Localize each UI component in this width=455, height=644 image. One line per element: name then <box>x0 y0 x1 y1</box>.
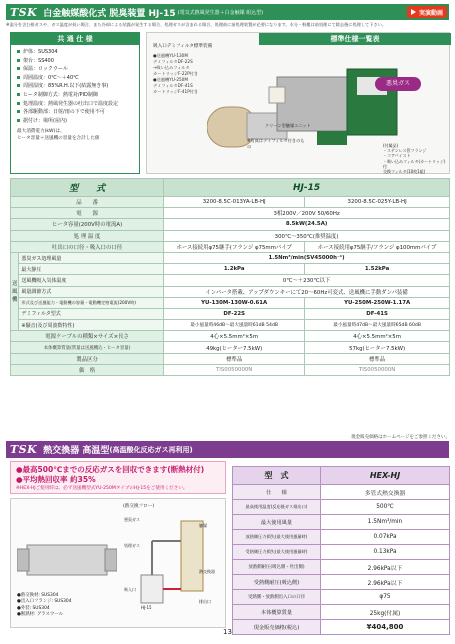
heat-exchanger-drawing <box>17 529 117 599</box>
cable-b: 4心×5.5mm²×5m <box>305 331 450 342</box>
feature-note: ※HEX-HJご使用時は、必ず送風機型式YU-250MタイプのHJ-15をご使用ください。 <box>16 486 188 491</box>
noise-b: 最小風量時47dB〜最大風量時65dB 60dB <box>305 320 450 331</box>
model-header: HJ-15 <box>164 179 450 197</box>
price-a: TIS0050000N <box>164 364 305 375</box>
weight-b: 57kg(ヒーター7.5kW) <box>305 342 450 353</box>
flow-value: 1.5Nm³/min(SV45000h⁻¹) <box>164 252 450 263</box>
hex-row-value: 0.13kPa <box>321 545 450 560</box>
row-label: 風量調節方式 <box>19 286 164 297</box>
hex-type-header: 型 式 <box>233 467 321 485</box>
row-label: 電 源 <box>11 208 164 219</box>
page-subtitle: (電気式熱風発生器＋白金触媒 組込型) <box>177 9 264 16</box>
spec-item: 各部駆動部：日射/雨の下で使用不可 <box>11 108 139 117</box>
row-label: デミフィルタ型式 <box>19 308 164 319</box>
row-label: 最大静圧 <box>19 264 164 275</box>
tsk-logo-lower: TSK <box>10 443 38 456</box>
spec-note-2: ヒータ容量＋送風機の容量を合計した値 <box>17 135 100 141</box>
hex-row-label: 受熱側圧力損失(最大使用風量時) <box>233 545 321 560</box>
pipe-note: ※写真はデミフィルタ付きのもの <box>247 138 305 149</box>
weight-a: 49kg(ヒーター7.5kW) <box>164 342 305 353</box>
product-illustration <box>146 32 450 174</box>
tsk-logo: TSK <box>10 5 38 19</box>
flow-label: 熱交換器 <box>199 569 215 574</box>
airflow-control: インバータ搭載、アップダウンキーにて20〜60Hz可変式、送風機に手動ダンパ装備 <box>164 286 450 297</box>
catalyst-label: クリーン型触媒ユニット <box>265 123 311 128</box>
fan-callouts: ●送風機YU-130M デミフィルタDF-22S →吸い込みフィルタ カートリッジF-22P付き ●送風機YU-250M デミフィルタDF-41S カートリッジF-41P付き <box>153 53 199 94</box>
hex-row-label: 最大使用風量 <box>233 515 321 530</box>
video-button[interactable] <box>407 6 447 18</box>
flow-title: (熱交換フロー) <box>123 504 155 509</box>
flow-label: 悪臭ガス <box>124 517 140 522</box>
hex-row-label: 現金販売価格(税込) <box>233 620 321 635</box>
hex-row-label: 受熱側耐圧(吸込側) <box>233 575 321 590</box>
flow-label: 触媒 <box>199 523 207 528</box>
hex-price: ¥404,800 <box>321 620 450 635</box>
spec-item: ヒータ制御方式：熱電対/PID制御 <box>11 91 139 100</box>
video-label: 実演動画 <box>418 9 443 17</box>
hex-row-label: 仕 様 <box>233 485 321 500</box>
spec-item: 架台：SS400 <box>11 57 139 66</box>
spec-item: 周囲湿度：85%R.H.以下(結露無き事) <box>11 82 139 91</box>
part-number-a: 3200-8.5C-013YA-LB-HJ <box>164 197 305 208</box>
page-title: 白金触媒酸化式 脱臭装置 HJ-15 <box>43 8 176 19</box>
flow-label: HJ-15 <box>141 605 152 610</box>
hex-row-value: 500℃ <box>321 500 450 515</box>
row-label: ヒータ容量(200V時の電流A) <box>11 219 164 230</box>
play-icon <box>411 9 416 15</box>
common-spec-box <box>10 32 140 174</box>
type-header: 型 式 <box>11 179 164 197</box>
hex-row-label: 受熱側・放熱側出入口の口径 <box>233 590 321 605</box>
row-label: 処 理 温 度 <box>11 230 164 241</box>
temp-value: 300℃〜350℃(推奨温度) <box>164 230 450 241</box>
standard-spec-heading: 標準仕様一覧表 <box>259 33 451 45</box>
hex-row-value: 0.07kPa <box>321 530 450 545</box>
feature-point: ●最高500℃までの反応ガスを回収できます(断熱材付) <box>16 465 205 474</box>
top-note: ※湿分を含む排ガスや、ガス温度が低い場合、また冷却による結露が発生する場合、処理ガスが含まれる場合、処理前に前処理装置が必要になります。水分・粉塵は前処理にて除去後に処理して下さい。 <box>6 22 386 27</box>
noise-a: 最小風量時46dB〜最大風量時61dB 54dB <box>164 320 305 331</box>
feature-box <box>10 461 226 494</box>
hex-row-value: 25kg(付属) <box>321 605 450 620</box>
hex-row-value: 2.96kPa以下 <box>321 560 450 575</box>
hex-row-value: 多管式熱交換器 <box>321 485 450 500</box>
pressure-a: 1.2kPa <box>164 264 305 275</box>
hex-row-value: φ75 <box>321 590 450 605</box>
row-label: 品 番 <box>11 197 164 208</box>
flow-label: 排出口 <box>199 599 211 604</box>
row-label: 製品区分 <box>11 353 164 364</box>
pressure-b: 1.52kPa <box>305 264 450 275</box>
flow-diagram <box>123 511 223 623</box>
spec-item: 周囲温度：0℃〜＋40℃ <box>11 74 139 83</box>
spec-item: 処理温度：熱風発生器の吐出口で温度設定 <box>11 100 139 109</box>
hex-spec-table <box>232 466 450 635</box>
parts-list: ●熱交換材: SUS304 ●出入口フランジ: SUS304 ●外装: SUS304 ●断熱材: グラスウール <box>17 593 72 618</box>
page-number: 13 <box>223 628 232 636</box>
hex-row-label: 最高使用温度(反応後ガス排出口) <box>233 500 321 515</box>
fan-model-a: YU-130M-130W-0.61A <box>164 297 305 308</box>
heat-exchanger-illustration <box>10 498 226 628</box>
lower-title: 熱交換器 高温型 <box>43 446 110 456</box>
row-label: 本体概算質量(質量は送風機込・ヒータ容量) <box>11 342 164 353</box>
hex-row-label: 本体概算質量 <box>233 605 321 620</box>
row-label: 悪臭ガス処理風量 <box>19 252 164 263</box>
row-label: 吐出口の口径・吸入口の口径 <box>11 241 164 252</box>
intake-temp: 0℃〜＋230℃以下 <box>164 275 450 286</box>
flow-label: 吸入口 <box>124 587 136 592</box>
category-a: 標準品 <box>164 353 305 364</box>
attachments: (付属品) ・ステンレス管フランジ ・コアバイスト ・吸い込みフィルタ(カートリッジ)付 交換フィルタ(10枚1組) <box>383 143 446 175</box>
category-b: 標準品 <box>305 353 450 364</box>
port-b: ホース接続用φ75継手/フランジ φ100mmパイプ <box>305 241 450 252</box>
row-label: 送風機吸入気体温度 <box>19 275 164 286</box>
lower-banner <box>6 441 449 458</box>
row-label: 価 格 <box>11 364 164 375</box>
port-a: ホース接続用φ75継手(フランジ φ75mmパイプ <box>164 241 305 252</box>
row-label: 電源ケーブルの種類×サイズ×長さ <box>11 331 164 342</box>
hex-row-value: 2.96kPa以下 <box>321 575 450 590</box>
hex-row-label: 放熱側耐圧(吸込側・吐出側) <box>233 560 321 575</box>
hex-row-value: 1.5Nm³/min <box>321 515 450 530</box>
lower-subtitle: (高温酸化反応ガス再利用) <box>109 445 193 454</box>
power-value: 3相200V／200V 50/60Hz <box>164 208 450 219</box>
filter-label: 吸入口デミフィルタ標準装備 <box>153 44 213 49</box>
spec-heading: 共 通 仕 様 <box>11 33 139 45</box>
part-number-b: 3200-8.5C-025Y-LB-HJ <box>305 197 450 208</box>
spec-table <box>10 178 450 376</box>
price-b: TIS0050000N <box>305 364 450 375</box>
fan-vertical-label: 送風機 <box>11 252 19 330</box>
hex-model-header: HEX-HJ <box>321 467 450 485</box>
hex-row-label: 放熱側圧力損失(最大使用風量時) <box>233 530 321 545</box>
spec-item: 据付け：場所(屋内) <box>11 117 139 126</box>
row-label: 形式及び送風能力・電動機の容量・電動機定格電流(200V時) <box>19 297 164 308</box>
spec-note-1: 最大消費電力(kW)は、 <box>17 129 65 135</box>
heater-value: 8.5kW(24.5A) <box>164 219 450 230</box>
cable-a: 4心×5.5mm²×5m <box>164 331 305 342</box>
fan-model-b: YU-250M-250W-1.17A <box>305 297 450 308</box>
flow-label: 処理ガス <box>124 543 140 548</box>
spec-item: 炉体：SUS304 <box>11 48 139 57</box>
filter-b: DF-41S <box>305 308 450 319</box>
row-label: ※騒音(及び周波数特性) <box>19 320 164 331</box>
filter-a: DF-22S <box>164 308 305 319</box>
spec-item: 保温：ロックウール <box>11 65 139 74</box>
feature-point: ●平均熱回収率 約35% <box>16 475 96 484</box>
odor-gas-bubble: 悪臭ガス <box>375 77 421 91</box>
top-banner <box>6 4 449 20</box>
table-footnote: 現金販売価格はホームページをご参照ください。 <box>351 435 450 440</box>
